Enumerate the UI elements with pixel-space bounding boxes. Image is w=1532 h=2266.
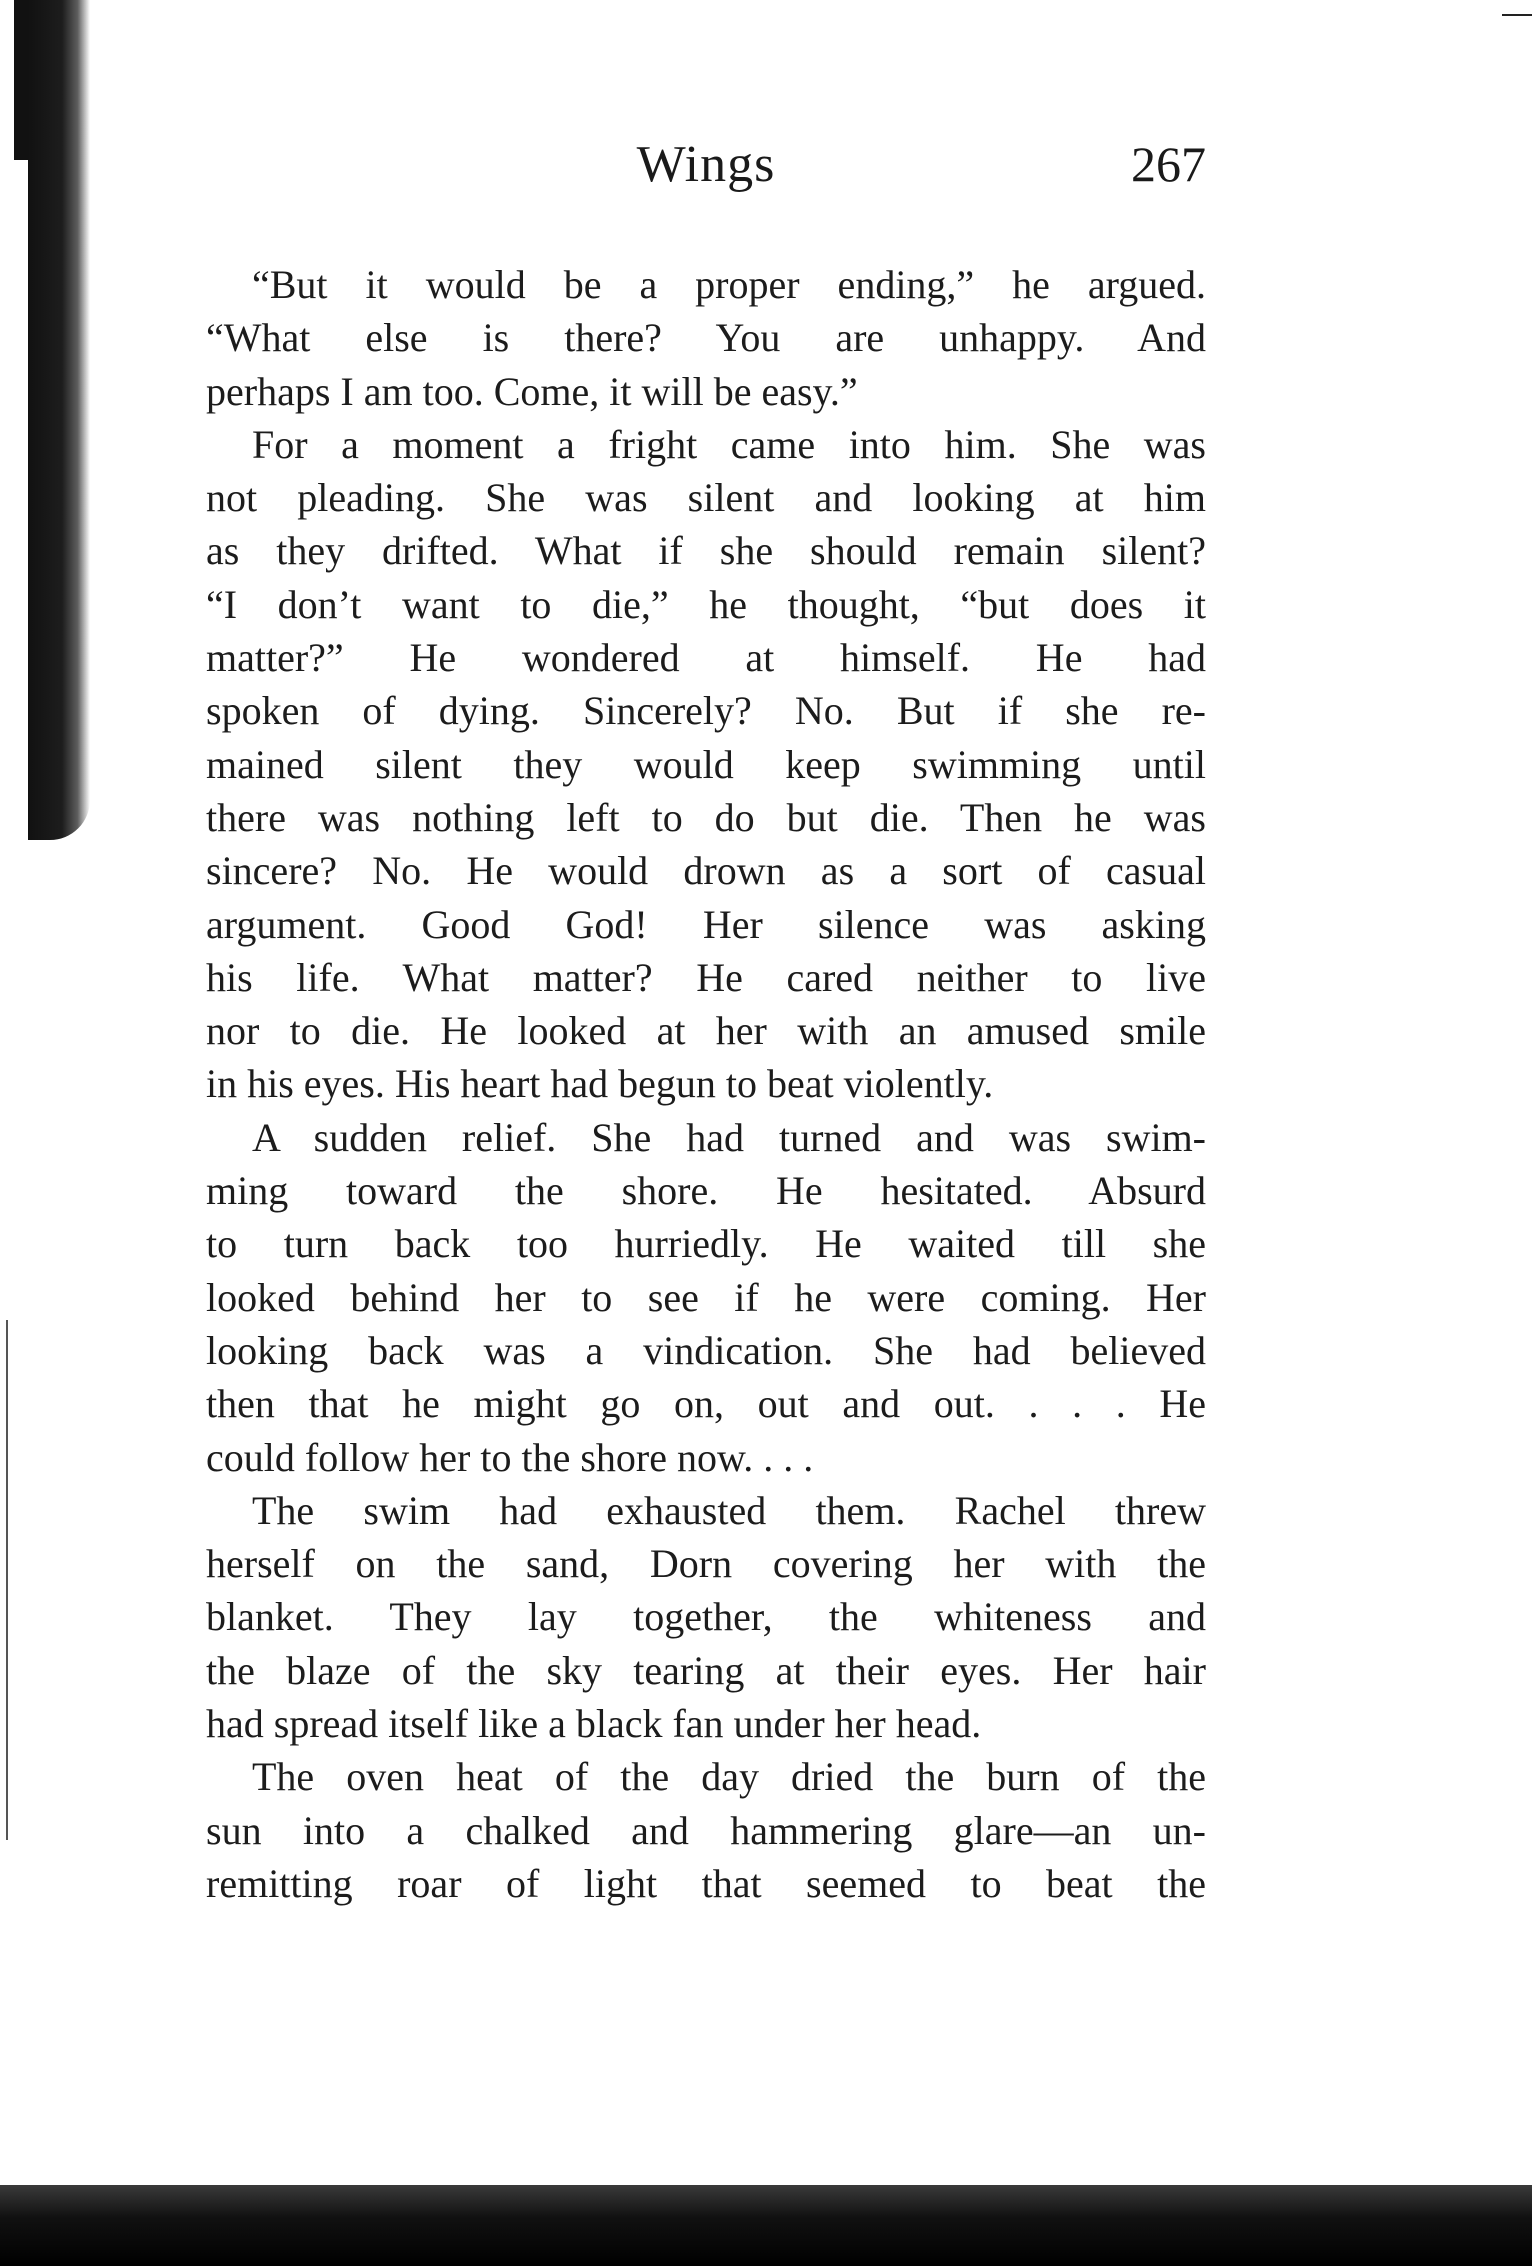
text-line: “But it would be a proper ending,” he argued. [252,262,1206,307]
text-line: For a moment a fright came into him. She was [252,421,1206,467]
text-line: to turn back too hurriedly. He waited till she [206,1221,1206,1267]
text-line: the blaze of the sky tearing at their eyes. Her hair [206,1647,1206,1693]
text-line: blanket. They lay together, the whiteness and [206,1594,1206,1640]
text-line: had spread itself like a black fan under her head. [206,1701,982,1747]
text-line: sincere? No. He would drown as a sort of casual [206,848,1206,894]
text-line: argument. Good God! Her silence was asking [206,901,1206,947]
text-line: not pleading. She was silent and looking at him [206,475,1206,521]
text-line: there was nothing left to do but die. Then he was [206,794,1206,840]
page-bottom-shadow [0,2185,1532,2266]
page-edge-line [6,1320,8,1840]
page-header [206,135,1206,205]
text-line: herself on the sand, Dorn covering her with the [206,1541,1206,1587]
text-line: ming toward the shore. He hesitated. Absurd [206,1168,1206,1214]
running-title: Wings [636,136,776,193]
text-line: looked behind her to see if he were coming. Her [206,1274,1206,1320]
body-text [206,258,1206,1910]
text-line: The swim had exhausted them. Rachel threw [252,1487,1206,1533]
corner-mark [1502,14,1532,16]
text-line: matter?” He wondered at himself. He had [206,635,1206,681]
text-line: “I don’t want to die,” he thought, “but does it [206,581,1206,627]
text-line: The oven heat of the day dried the burn of the [252,1754,1206,1800]
text-line: “What else is there? You are unhappy. And [206,315,1206,361]
text-line: A sudden relief. She had turned and was swim- [252,1114,1206,1160]
text-line: perhaps I am too. Come, it will be easy.” [206,368,858,414]
text-line: sun into a chalked and hammering glare—an un- [206,1807,1206,1853]
text-line: in his eyes. His heart had begun to beat violently. [206,1061,994,1107]
text-line: mained silent they would keep swimming until [206,741,1206,787]
text-line: his life. What matter? He cared neither to live [206,954,1206,1000]
text-line: remitting roar of light that seemed to beat the [206,1860,1206,1906]
text-line: spoken of dying. Sincerely? No. But if she re- [206,688,1206,734]
text-line: nor to die. He looked at her with an amused smile [206,1008,1206,1054]
text-line: looking back was a vindication. She had believed [206,1327,1206,1373]
page-number: 267 [1131,136,1206,192]
text-line: then that he might go on, out and out. . . . He [206,1381,1206,1427]
text-line: could follow her to the shore now. . . . [206,1434,814,1480]
text-line: as they drifted. What if she should remain silent? [206,528,1206,574]
book-spine-shadow [28,0,90,840]
